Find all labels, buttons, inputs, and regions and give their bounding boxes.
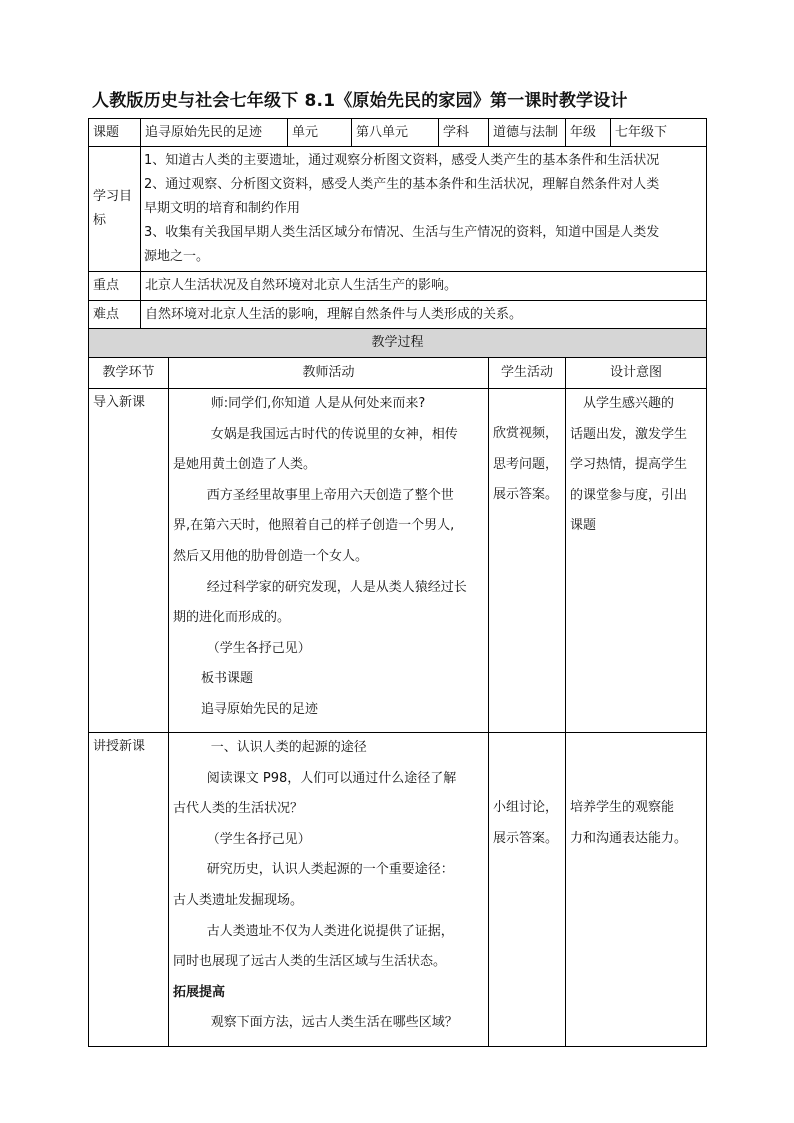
objective-line: 1、知道古人类的主要遗址，通过观察分析图文资料，感受人类产生的基本条件和生活状况 [144, 153, 660, 168]
stage-row [89, 389, 707, 733]
intent-line: 话题出发，激发学生 [570, 426, 688, 442]
intent-line: 力和沟通表达能力。 [570, 830, 688, 846]
teacher-line: 经过科学家的研究发现，人是从类人猿经过长 [206, 579, 467, 595]
objectives-content [141, 147, 707, 272]
process-title-row [89, 329, 707, 358]
objectives-row [89, 147, 707, 272]
teacher-activity [169, 733, 489, 1047]
intent-line: 从学生感兴趣的 [583, 396, 675, 411]
objectives-label: 学习目标 [89, 147, 141, 272]
teacher-line: 是她用黄土创造了人类。 [173, 457, 317, 473]
stage-name-text: 讲授新课 [93, 739, 146, 754]
teacher-line: 板书课题 [201, 671, 254, 687]
column-header-intent: 设计意图 [566, 358, 707, 389]
teacher-line: （学生各抒己见） [206, 831, 311, 847]
column-header-teacher: 教师活动 [169, 358, 489, 389]
student-activity [489, 389, 566, 733]
teacher-line: 界,在第六天时，他照着自己的样子创造一个男人, [173, 518, 455, 534]
unit-label: 单元 [288, 119, 352, 147]
topic-label: 课题 [89, 119, 141, 147]
document-title: 人教版历史与社会七年级下 8.1《原始先民的家园》第一课时教学设计 [92, 91, 628, 111]
teacher-line: 一、认识人类的起源的途径 [210, 740, 367, 755]
teacher-line: 然后又用他的肋骨创造一个女人。 [173, 548, 369, 564]
key-point-label: 重点 [89, 272, 141, 301]
objective-line: 源地之一。 [144, 249, 210, 264]
objective-line: 2、通过观察、分析图文资料，感受人类产生的基本条件和生活状况，理解自然条件对人类 [144, 177, 660, 192]
process-header-row [89, 358, 707, 389]
teacher-line-heading: 拓展提高 [173, 984, 226, 1000]
difficulty-label: 难点 [89, 301, 141, 329]
teacher-line: 同时也展现了远古人类的生活区域与生活状态。 [173, 954, 447, 970]
student-line: 欣赏视频， [493, 426, 559, 441]
stage-row [89, 733, 707, 1047]
difficulty-value: 自然环境对北京人生活的影响，理解自然条件与人类形成的关系。 [141, 301, 707, 329]
info-row [89, 119, 707, 147]
student-line: 小组讨论， [493, 800, 559, 815]
design-intent [566, 389, 707, 733]
unit-value: 第八单元 [352, 119, 439, 147]
objective-line: 3、收集有关我国早期人类生活区域分布情况、生活与生产情况的资料，知道中国是人类发 [144, 225, 660, 240]
student-line: 思考问题， [493, 456, 559, 472]
teacher-line: 追寻原始先民的足迹 [201, 701, 319, 717]
teacher-line: 古人类遗址不仅为人类进化说提供了证据， [206, 923, 454, 939]
student-line: 展示答案。 [493, 487, 559, 503]
key-point-value: 北京人生活状况及自然环境对北京人生活生产的影响。 [141, 272, 707, 301]
subject-value: 道德与法制 [489, 119, 566, 147]
teacher-line: 师:同学们,你知道 人是从何处来而来? [210, 396, 426, 411]
process-title: 教学过程 [89, 329, 707, 358]
stage-name-text: 导入新课 [93, 395, 146, 410]
stage-name [89, 389, 169, 733]
column-header-stage: 教学环节 [89, 358, 169, 389]
stage-name [89, 733, 169, 1047]
lesson-plan-table [88, 118, 706, 1047]
intent-line: 的课堂参与度，引出 [570, 487, 688, 503]
subject-label: 学科 [439, 119, 489, 147]
grade-value: 七年级下 [611, 119, 707, 147]
teacher-line: 西方圣经里故事里上帝用六天创造了整个世 [206, 487, 454, 503]
teacher-line: 研究历史，认识人类起源的一个重要途径： [206, 862, 454, 878]
intent-line: 学习热情，提高学生 [570, 457, 688, 473]
teacher-line: 期的进化而形成的。 [173, 610, 291, 626]
intent-line: 课题 [570, 518, 597, 534]
column-header-student: 学生活动 [489, 358, 566, 389]
teacher-line: 女娲是我国远古时代的传说里的女神，相传 [210, 426, 458, 442]
intent-line: 培养学生的观察能 [570, 800, 675, 815]
design-intent [566, 733, 707, 1047]
objective-line: 早期文明的培育和制约作用 [144, 201, 301, 216]
topic-value: 追寻原始先民的足迹 [141, 119, 288, 147]
student-activity [489, 733, 566, 1047]
difficulty-row [89, 301, 707, 329]
teacher-activity [169, 389, 489, 733]
teacher-line: 观察下面方法，远古人类生活在哪些区域？ [210, 1015, 458, 1031]
teacher-line: 古人类遗址发掘现场。 [173, 892, 304, 908]
grade-label: 年级 [566, 119, 611, 147]
teacher-line: 阅读课文 P98，人们可以通过什么途径了解 [206, 770, 457, 786]
teacher-line: （学生各抒己见） [206, 640, 311, 656]
teacher-line: 古代人类的生活状况？ [173, 801, 304, 817]
student-line: 展示答案。 [493, 830, 559, 846]
key-point-row [89, 272, 707, 301]
